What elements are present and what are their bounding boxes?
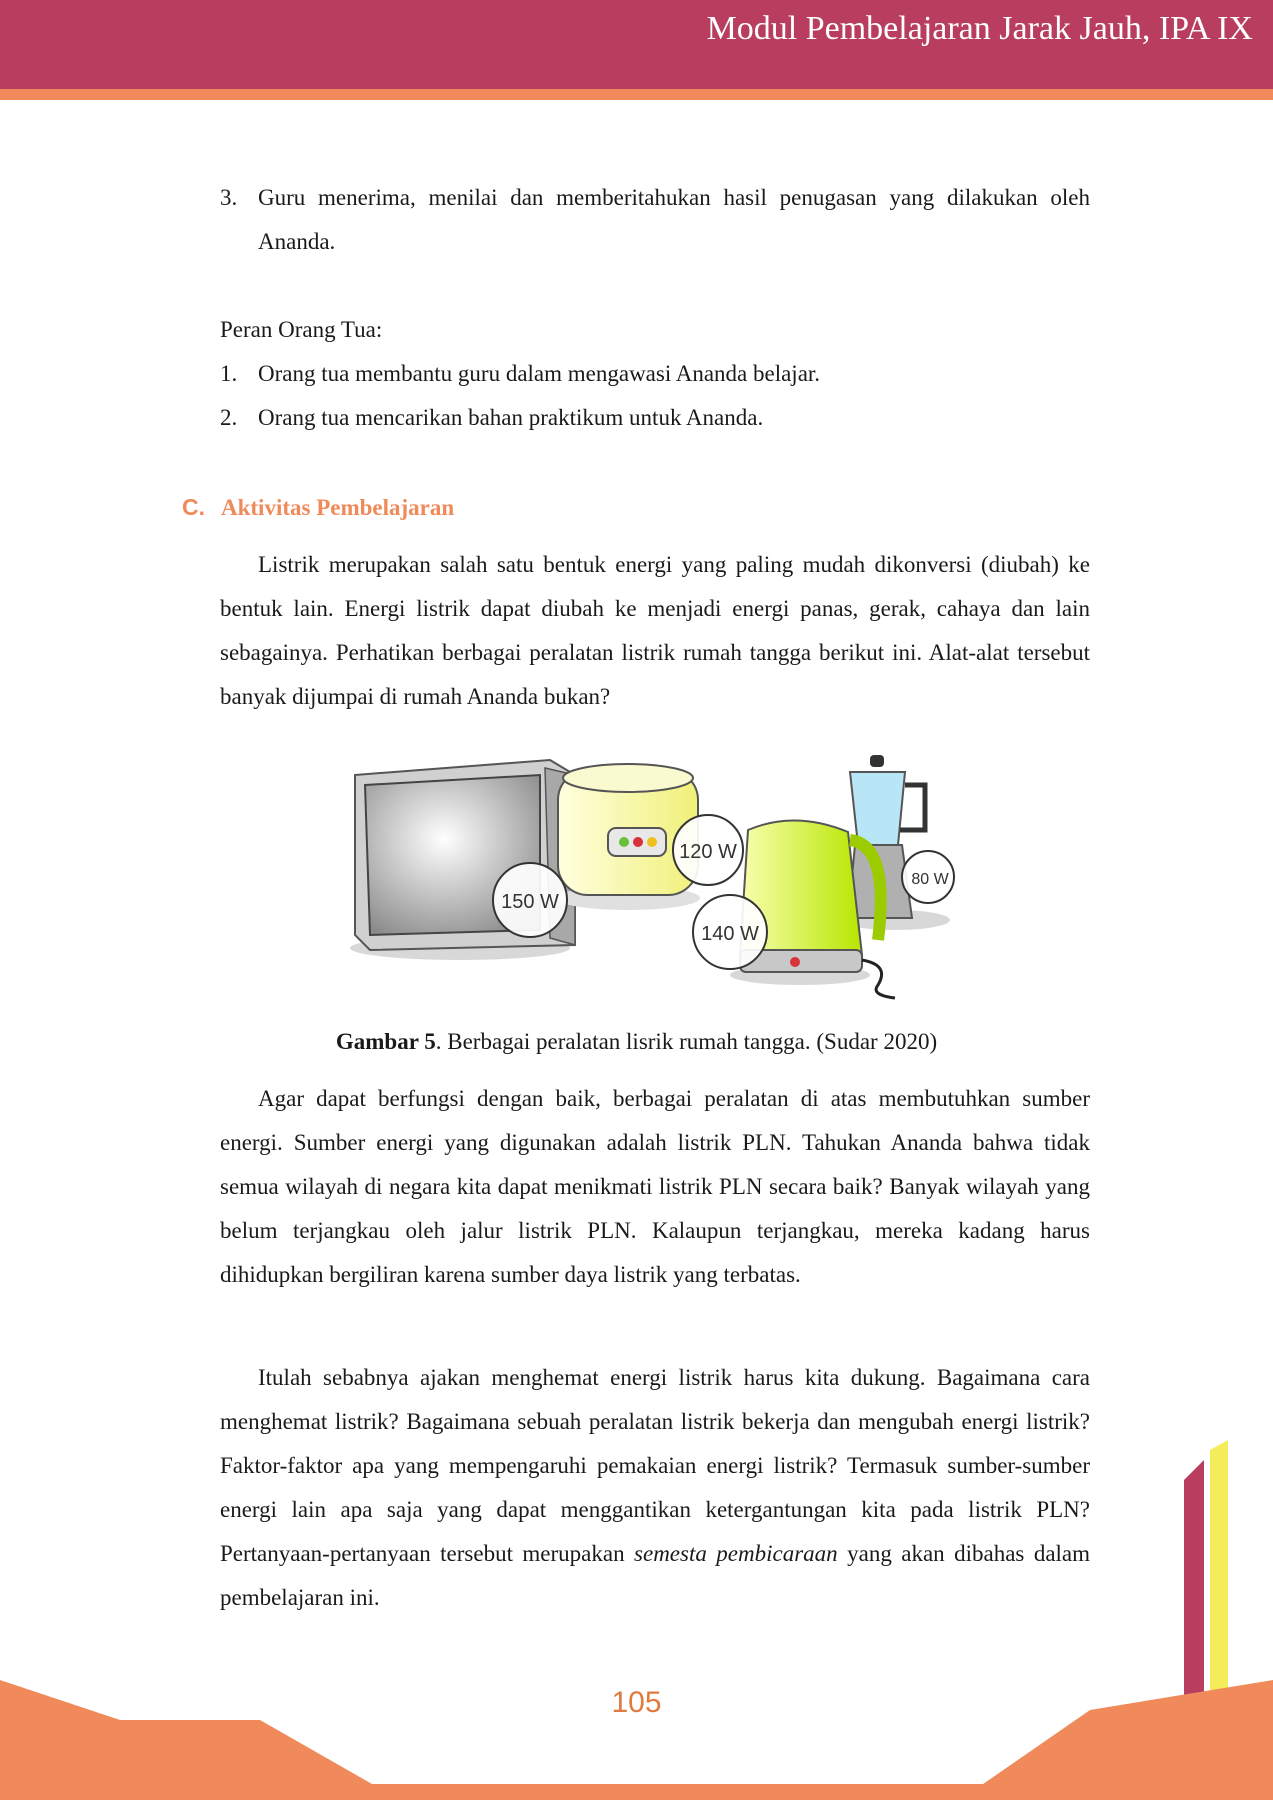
list-number: 1. [220,361,238,386]
teacher-list [220,176,1090,264]
kettle-watt-label: 140 W [701,923,759,945]
blender-watt-badge [902,851,954,903]
footer-red-stripe [1184,1460,1204,1710]
caption-text: . Berbagai peralatan lisrik rumah tangga. (Sudar 2020) [435,1029,938,1054]
header-title: Modul Pembelajaran Jarak Jauh, IPA IX [706,10,1253,47]
footer-bottom-band [0,1784,1273,1800]
appliances-figure [350,750,970,1000]
figure-caption [0,1025,1273,1059]
list-item [220,396,1090,440]
italic-term: semesta pembicaraan [634,1541,838,1566]
paragraph-intro: Listrik merupakan salah satu bentuk energi yang paling mudah dikonversi (diubah) ke bentuk lain. Energi listrik dapat diubah ke menjadi energi panas, gerak, cahaya dan lain sebagainya. Perhatikan berbagai peralatan listrik rumah tangga berikut ini. Alat-alat tersebut banyak dijumpai di rumah Ananda bukan? [220,552,1090,709]
blender-watt-label: 80 W [911,871,949,888]
list-text: Orang tua membantu guru dalam mengawasi Ananda belajar. [258,361,821,386]
page-number: 105 [611,1686,662,1719]
list-item [220,176,1090,264]
parents-section [220,308,1090,440]
section-letter: C. [182,494,205,520]
ricecooker-watt-label: 120 W [679,841,737,863]
section-title: Aktivitas Pembelajaran [221,495,455,520]
list-number: 3. [220,185,238,210]
ricecooker-watt-badge [673,815,743,885]
paragraph-end-text: yang akan dibahas dalam pembelajaran ini. [220,1541,1091,1610]
paragraph-energy-source: Agar dapat berfungsi dengan baik, berbagai peralatan di atas membutuhkan sumber energi. Sumber energi yang digunakan adalah listrik PLN. Tahukan Ananda bahwa tidak semua wilayah di negara kita dapat menikmati listrik PLN secara baik? Banyak wilayah yang belum terjangkau oleh jalur listrik PLN. Kalaupun terjangkau, mereka kadang harus dihidupkan bergiliran karena sumber daya listrik yang terbatas. [220,1086,1090,1287]
section-heading [182,490,454,525]
list-item [220,352,1090,396]
list-text: Guru menerima, menilai dan memberitahukan hasil penugasan yang dilakukan oleh Ananda. [258,185,1090,254]
paragraph-main-text: Itulah sebabnya ajakan menghemat energi listrik harus kita dukung. Bagaimana cara menghemat listrik? Bagaimana sebuah peralatan listrik bekerja dan mengubah energi listrik? Faktor-faktor apa yang mempengaruhi pemakaian energi listrik? Termasuk sumber-sumber energi lain apa saja yang dapat menggantikan ketergantungan kita pada listrik PLN? Pertanyaan-pertanyaan tersebut merupakan [220,1365,1090,1566]
caption-label: Gambar 5 [335,1029,436,1054]
list-text: Orang tua mencarikan bahan praktikum untuk Ananda. [258,405,764,430]
parents-heading: Peran Orang Tua: [220,317,383,342]
footer-decoration [0,1440,1273,1800]
kettle-watt-badge [693,895,767,969]
footer-yellow-stripe [1210,1440,1228,1710]
tv-watt-badge [493,863,567,937]
list-number: 2. [220,405,238,430]
tv-watt-label: 150 W [501,891,559,913]
header-stripe [0,89,1273,100]
